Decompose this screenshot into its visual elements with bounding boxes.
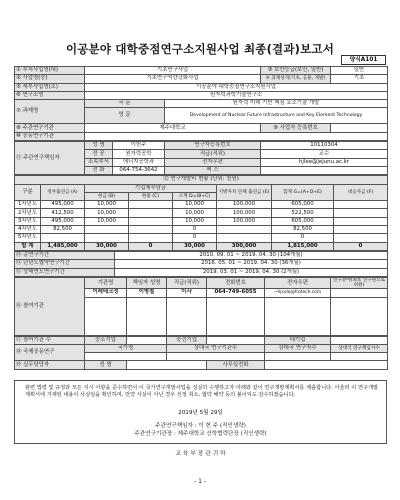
budget-cash: 10,000 bbox=[85, 201, 129, 209]
budget-local bbox=[217, 226, 272, 234]
budget-cash: 30,000 bbox=[85, 242, 129, 250]
pi-id-value: 10110304 bbox=[261, 142, 388, 150]
budget-col-total: 합계 G=(A+D+E) bbox=[272, 184, 334, 201]
contact-h-office: 사무실전화 bbox=[207, 361, 265, 369]
budget-gov bbox=[41, 234, 85, 242]
budget-total-row bbox=[15, 242, 388, 250]
pi-email-label: 전자우편 bbox=[165, 158, 261, 166]
participants-label: ⑯ 참여기관 bbox=[15, 277, 85, 335]
form-id-badge: 양식A101 bbox=[341, 55, 386, 65]
budget-gov: 495,000 bbox=[41, 201, 85, 209]
program-label: ② 사업명(중) bbox=[15, 75, 85, 83]
participants-h-name: 기관명 bbox=[85, 277, 127, 288]
budget-table bbox=[14, 175, 388, 251]
counts-table bbox=[14, 336, 388, 370]
business-number-label: ⑨ 사업자 등록번호 bbox=[261, 124, 331, 132]
project-title-label: ⑦ 과제명 bbox=[15, 100, 85, 124]
project-type-label: ④ 과제성격(기초, 응용, 개발) bbox=[261, 75, 331, 83]
budget-cash bbox=[85, 226, 129, 234]
period-table bbox=[14, 251, 388, 277]
pi-signature: 주관연구책임자 : 이 헌 주 (직인생략) bbox=[155, 423, 246, 429]
total-period-label: ⑬ 총연구기간 bbox=[15, 251, 115, 259]
budget-gov: 412,500 bbox=[41, 209, 85, 217]
budget-sub: 0 bbox=[173, 234, 217, 242]
project-type-value: 기초 bbox=[331, 75, 388, 83]
subprogram-label: ⑤ 세부사업명(소) bbox=[15, 83, 85, 91]
budget-col-local: 지방자치 단체 출연금 (E) bbox=[217, 184, 272, 201]
budget-gov: 495,000 bbox=[41, 217, 85, 225]
budget-kind bbox=[129, 201, 173, 209]
budget-row bbox=[15, 226, 388, 234]
budget-kind bbox=[129, 217, 173, 225]
participant-field bbox=[331, 289, 388, 297]
contact-name bbox=[127, 361, 207, 369]
budget-gov: 1,485,000 bbox=[41, 242, 85, 250]
title-kor-value: 원자력 미래 기반 핵심 요소기술 개발 bbox=[165, 100, 388, 108]
budget-year: 1차년도 bbox=[15, 201, 41, 209]
pi-dept-value: 에너지공학과 bbox=[113, 158, 165, 166]
budget-match: 0 bbox=[334, 242, 388, 250]
pi-fax-label: 팩 스 bbox=[165, 166, 261, 174]
budget-col-sub: 소계 D=(B+C) bbox=[173, 192, 217, 200]
pi-table bbox=[14, 141, 388, 175]
pi-label: ⑪ 주관연구책임자 bbox=[15, 142, 85, 175]
budget-col-gov: 정부출연금 (A) bbox=[41, 184, 85, 201]
intl-label: ⑱ 국제공동연구 bbox=[15, 344, 85, 361]
budget-col-kind: 현물 (C) bbox=[129, 192, 173, 200]
participants-h-email: 전자우편 bbox=[265, 277, 331, 288]
page-title: 이공분야 대학중점연구소지원사업 최종(결과)보고서 bbox=[65, 42, 335, 56]
budget-gov: 82,500 bbox=[41, 226, 85, 234]
pi-id-label: 연구자등록번호 bbox=[165, 142, 261, 150]
participants-h-rank: 직급(직위) bbox=[167, 277, 207, 288]
total-period-value: 2010. 09. 01 ~ 2019. 04. 30 (104개월) bbox=[115, 251, 388, 259]
budget-col-cash: 현금 (B) bbox=[85, 192, 129, 200]
title-eng-value: Development of Nuclear Future Infrastructure and Key Element Technology bbox=[165, 108, 388, 124]
agreement-period-label: ⑭ 단년도협약연구기간 bbox=[15, 260, 115, 268]
budget-total: 605,000 bbox=[272, 201, 334, 209]
pi-position-label: 직급(직위) bbox=[165, 150, 261, 158]
budget-total: 82,500 bbox=[272, 226, 334, 234]
info-table bbox=[14, 66, 388, 141]
lead-institution-label: ⑧ 주관연구기관 bbox=[15, 124, 85, 132]
participant-head: 이병철 bbox=[127, 289, 167, 297]
contact-h-name: 성 명 bbox=[85, 361, 127, 369]
budget-match bbox=[334, 234, 388, 242]
participant-name: 이레테크정 bbox=[85, 289, 127, 297]
budget-kind bbox=[129, 234, 173, 242]
count-h-sme: 중소기업 bbox=[85, 336, 127, 344]
budget-section-label: ⑫ 연구개발비 현황 (단위: 천원) bbox=[15, 176, 388, 184]
pi-name-label: 성 명 bbox=[85, 142, 113, 150]
budget-year: 5차년도 bbox=[15, 234, 41, 242]
budget-total: 1,815,000 bbox=[272, 242, 334, 250]
current-period-value: 2019. 03. 01 ~ 2019. 04. 30 (2개월) bbox=[115, 268, 388, 276]
budget-year: 4차년도 bbox=[15, 226, 41, 234]
budget-sub: 0 bbox=[173, 226, 217, 234]
addressee: 교 육 부 장 관 귀 하 bbox=[175, 451, 226, 457]
budget-sub: 30,000 bbox=[173, 242, 217, 250]
budget-cash: 10,000 bbox=[85, 209, 129, 217]
participant-phone: 064-749-6055 bbox=[207, 289, 265, 297]
budget-match bbox=[334, 217, 388, 225]
budget-sub: 10,000 bbox=[173, 209, 217, 217]
business-number-value bbox=[331, 124, 388, 132]
budget-local: 100,000 bbox=[217, 209, 272, 217]
budget-local bbox=[217, 234, 272, 242]
budget-match bbox=[334, 226, 388, 234]
pi-phone-value: 064-754-3642 bbox=[113, 166, 165, 174]
participant-count-label: ⑰ 참여기관 수 bbox=[15, 336, 85, 344]
budget-kind bbox=[129, 226, 173, 234]
title-eng-label: 영 문 bbox=[85, 108, 165, 124]
institute-value: 원자력과학기술연구소 bbox=[85, 91, 388, 99]
pledge-text: 관련 법령 및 규정과 모든 지시 사항을 준수하면서 이 국가연구개발사업을 성실히 수행하고자 아래와 같이 연구개발계획서를 제출합니다. 아울러 이 연구개발계획서에 기재된 내용이 사실임을 확인하며, 만약 사실이 아닌 경우 선정 취소, 협약 해약 등의 불이익도 감수하겠습니다. bbox=[25, 385, 378, 399]
lead-institution-value: 제주대학교 bbox=[85, 124, 261, 132]
budget-col-corp: 기업체부담금 bbox=[85, 184, 217, 192]
institute-label: ⑥ 연구소명 bbox=[15, 91, 85, 99]
budget-match bbox=[334, 201, 388, 209]
budget-year: 3차년도 bbox=[15, 217, 41, 225]
budget-total: 522,500 bbox=[272, 209, 334, 217]
count-h-mid: 중견기업 bbox=[167, 336, 207, 344]
budget-kind: 0 bbox=[129, 242, 173, 250]
institution-signature: 주관연구기관장 : 제주대학교 산학협력단장 (직인생략) bbox=[134, 431, 267, 437]
budget-row bbox=[15, 217, 388, 225]
budget-total: 0 bbox=[272, 234, 334, 242]
subprogram-value: 이공분야 대학중점연구소지원사업 bbox=[85, 83, 388, 91]
budget-kind bbox=[129, 209, 173, 217]
budget-row bbox=[15, 201, 388, 209]
budget-local: 100,000 bbox=[217, 201, 272, 209]
budget-year: 2차년도 bbox=[15, 209, 41, 217]
dept-program-value: 기초연구사업 bbox=[85, 67, 261, 75]
intl-h-lead: 상대국 연구책임자수 bbox=[331, 344, 388, 352]
budget-cash: 10,000 bbox=[85, 217, 129, 225]
current-period-label: ⑮ 당해연도연구기간 bbox=[15, 268, 115, 276]
agreement-period-value: 2016. 05. 01 ~ 2019. 04. 30 (36개월) bbox=[115, 260, 388, 268]
budget-match bbox=[334, 209, 388, 217]
pi-phone-label: 전 화 bbox=[85, 166, 113, 174]
pi-fax-value bbox=[261, 166, 388, 174]
count-sme bbox=[127, 336, 167, 344]
budget-sub: 10,000 bbox=[173, 217, 217, 225]
page-number: - 1 - bbox=[194, 478, 206, 485]
contact-office bbox=[265, 361, 388, 369]
pi-dept-label: 소속부서 bbox=[85, 158, 113, 166]
intl-h-partner: 상대국 연구기관수 bbox=[167, 344, 265, 352]
budget-year: 합 계 bbox=[15, 242, 41, 250]
budget-local: 100,000 bbox=[217, 217, 272, 225]
intl-h-country: 국가명 bbox=[85, 344, 167, 352]
security-level-value: 일반 bbox=[331, 67, 388, 75]
budget-total: 605,000 bbox=[272, 217, 334, 225]
dept-program-label: ① 부처사업명(대) bbox=[15, 67, 85, 75]
participants-h-head: 책임자 성명 bbox=[127, 277, 167, 288]
budget-col-match: 대응자금 (F) bbox=[334, 184, 388, 201]
participants-table bbox=[14, 277, 388, 336]
security-level-label: ③ 보안등급(보안, 일반) bbox=[261, 67, 331, 75]
participant-rank: 이사 bbox=[167, 289, 207, 297]
budget-cash bbox=[85, 234, 129, 242]
pi-major-value: 원자력공학 bbox=[113, 150, 165, 158]
count-h-large: 대기업 bbox=[265, 336, 331, 344]
budget-sub: 10,000 bbox=[173, 201, 217, 209]
budget-row bbox=[15, 209, 388, 217]
joint-institution-label: ⑩ 공동연구기관 bbox=[15, 132, 85, 140]
submission-date: 2019년 5월 29일 bbox=[178, 410, 223, 416]
pi-position-value: 교수 bbox=[261, 150, 388, 158]
count-mid bbox=[207, 336, 265, 344]
pi-email-value: hjlee@jejunu.ac.kr bbox=[261, 158, 388, 166]
joint-institution-value bbox=[85, 132, 388, 140]
contact-label: ⑲ 실무담당자 bbox=[15, 361, 85, 369]
pi-major-label: 전 공 bbox=[85, 150, 113, 158]
report-form bbox=[14, 66, 387, 370]
count-large bbox=[331, 336, 388, 344]
budget-col-year: 구분 bbox=[15, 184, 41, 201]
title-kor-label: 국 문 bbox=[85, 100, 165, 108]
participants-h-field: 연구분야(최초 연구원으로 위원) bbox=[331, 277, 388, 288]
budget-row bbox=[15, 234, 388, 242]
program-value: 기초연구역량강화사업 bbox=[85, 75, 261, 83]
intl-h-researchers: 상대국 연구자수 bbox=[265, 344, 331, 352]
participant-email: ~hjsolo@frotech.com bbox=[265, 289, 331, 297]
participants-h-phone: 전화번호 bbox=[207, 277, 265, 288]
budget-local: 300,000 bbox=[217, 242, 272, 250]
pi-name-value: 이헌주 bbox=[113, 142, 165, 150]
